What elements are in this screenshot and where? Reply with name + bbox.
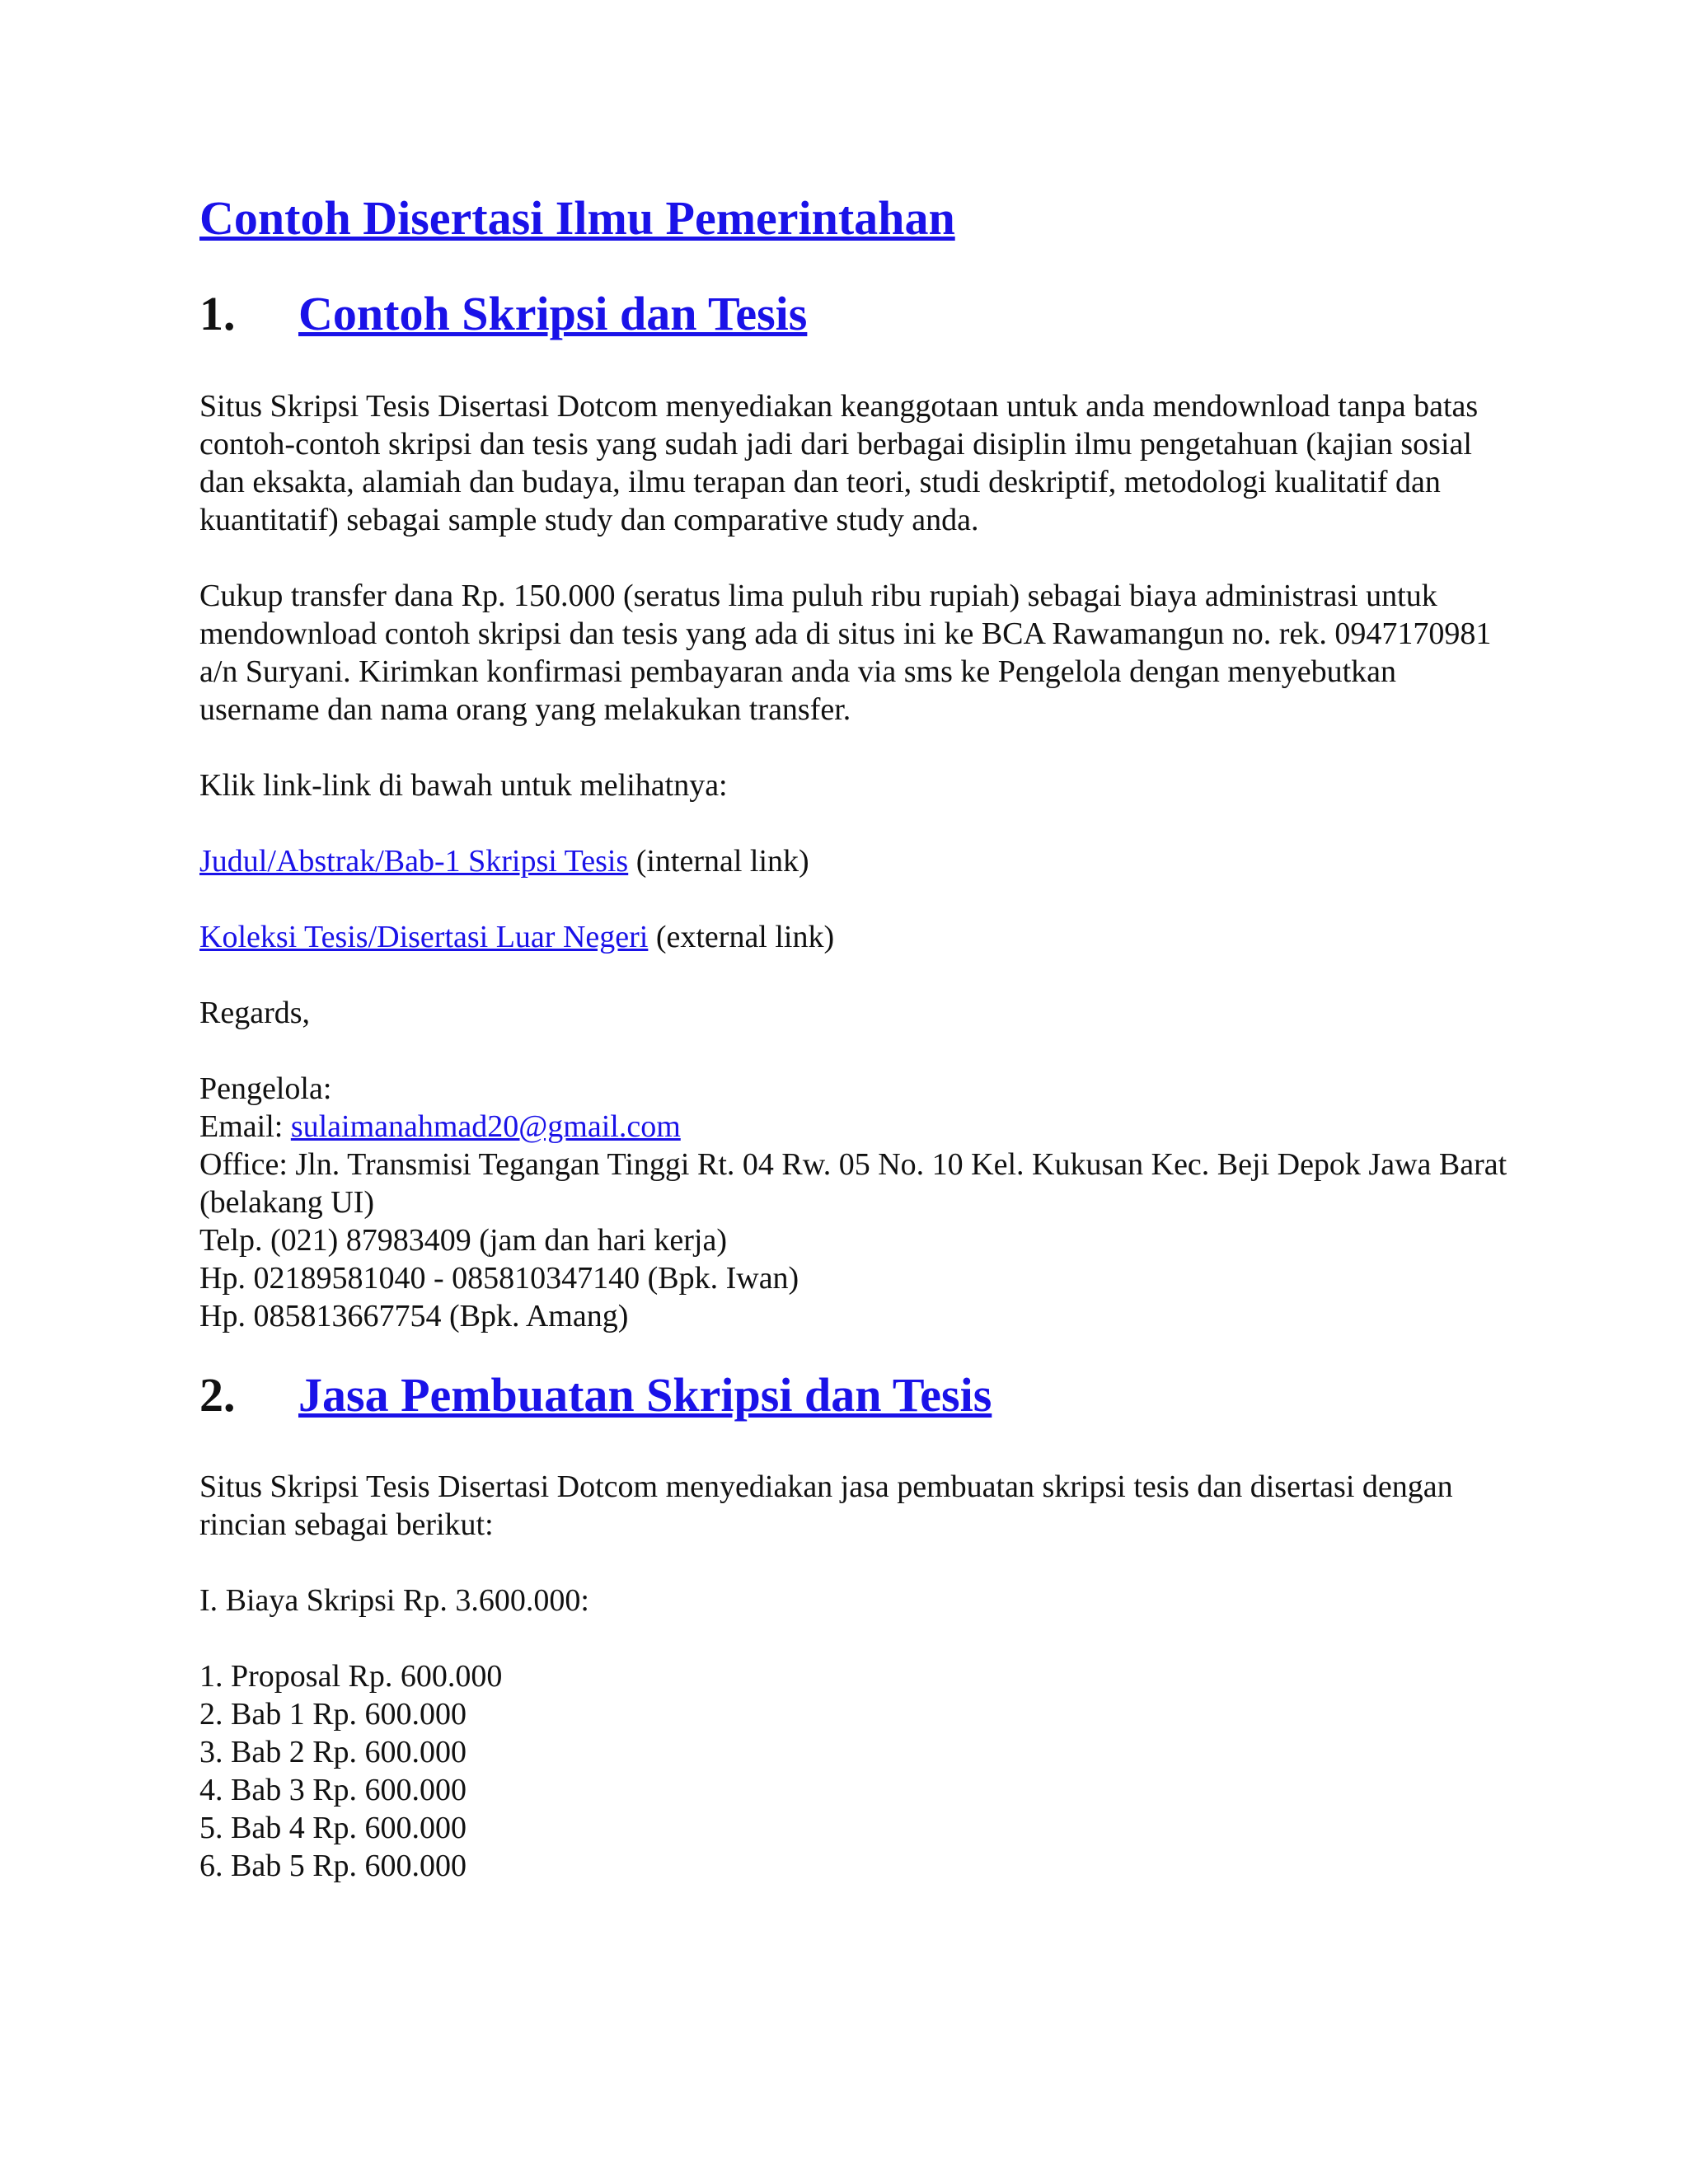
contact-hp1: Hp. 02189581040 - 085810347140 (Bpk. Iwan): [199, 1260, 799, 1296]
section-1-heading-link[interactable]: Contoh Skripsi dan Tesis: [298, 287, 808, 340]
contact-email-label: Email:: [199, 1108, 291, 1144]
internal-link[interactable]: Judul/Abstrak/Bab-1 Skripsi Tesis: [199, 843, 629, 879]
page-title-link[interactable]: Contoh Disertasi Ilmu Pemerintahan: [199, 191, 955, 245]
internal-link-note: (internal link): [628, 843, 809, 879]
list-item: 3. Bab 2 Rp. 600.000: [199, 1735, 467, 1770]
contact-pengelola: Pengelola:: [199, 1071, 332, 1106]
list-item: 5. Bab 4 Rp. 600.000: [199, 1811, 467, 1846]
page-title: [199, 190, 1518, 269]
section-1-klik-text: Klik link-link di bawah untuk melihatnya:: [199, 767, 728, 803]
internal-link-paragraph: [199, 842, 1518, 880]
section-1-intro: Situs Skripsi Tesis Disertasi Dotcom menyediakan keanggotaan untuk anda mendownload tanpa batas contoh-contoh skripsi dan tesis yang sudah jadi dari berbagai disiplin ilmu pengetahuan (kajian sosial dan eksakta, alamiah dan budaya, ilmu terapan dan teori, studi deskriptif, metodologi kualitatif dan kuantitatif) sebagai sample study dan comparative study anda.: [199, 388, 1479, 537]
section-2-fee: I. Biaya Skripsi Rp. 3.600.000:: [199, 1583, 589, 1619]
regards-text: Regards,: [199, 995, 311, 1030]
section-1-transfer-info: Cukup transfer dana Rp. 150.000 (seratus lima puluh ribu rupiah) sebagai biaya administrasi untuk mendownload contoh skripsi dan tesis yang ada di situs ini ke BCA Rawamangun no. rek. 0947170981 a/n Suryani. Kirimkan konfirmasi pembayaran anda via sms ke Pengelola dengan menyebutkan username dan nama orang yang melakukan transfer.: [199, 578, 1492, 727]
contact-email-line: [199, 1108, 1518, 1146]
section-2-intro: Situs Skripsi Tesis Disertasi Dotcom menyediakan jasa pembuatan skripsi tesis dan disertasi dengan rincian sebagai berikut:: [199, 1469, 1453, 1543]
list-item: 4. Bab 3 Rp. 600.000: [199, 1773, 467, 1808]
list-item: 1. Proposal Rp. 600.000: [199, 1659, 503, 1694]
contact-telp: Telp. (021) 87983409 (jam dan hari kerja): [199, 1222, 727, 1258]
section-2-heading-link[interactable]: Jasa Pembuatan Skripsi dan Tesis: [298, 1367, 992, 1422]
section-1-heading: [199, 285, 1518, 343]
fee-list: [199, 1657, 1518, 1885]
contact-hp2: Hp. 085813667754 (Bpk. Amang): [199, 1298, 629, 1333]
section-1-number: 1.: [199, 287, 236, 340]
list-item: 6. Bab 5 Rp. 600.000: [199, 1849, 467, 1884]
contact-block: [199, 1070, 1518, 1335]
section-2-heading: [199, 1366, 1518, 1424]
section-2-number: 2.: [199, 1367, 236, 1422]
external-link[interactable]: Koleksi Tesis/Disertasi Luar Negeri: [199, 919, 649, 954]
document-page: [199, 190, 1518, 1885]
external-link-note: (external link): [648, 919, 835, 954]
external-link-paragraph: [199, 918, 1518, 956]
contact-email-link[interactable]: sulaimanahmad20@gmail.com: [290, 1108, 681, 1144]
contact-office: Office: Jln. Transmisi Tegangan Tinggi Rt. 04 Rw. 05 No. 10 Kel. Kukusan Kec. Beji Depok Jawa Barat (belakang UI): [199, 1146, 1507, 1220]
list-item: 2. Bab 1 Rp. 600.000: [199, 1697, 467, 1732]
